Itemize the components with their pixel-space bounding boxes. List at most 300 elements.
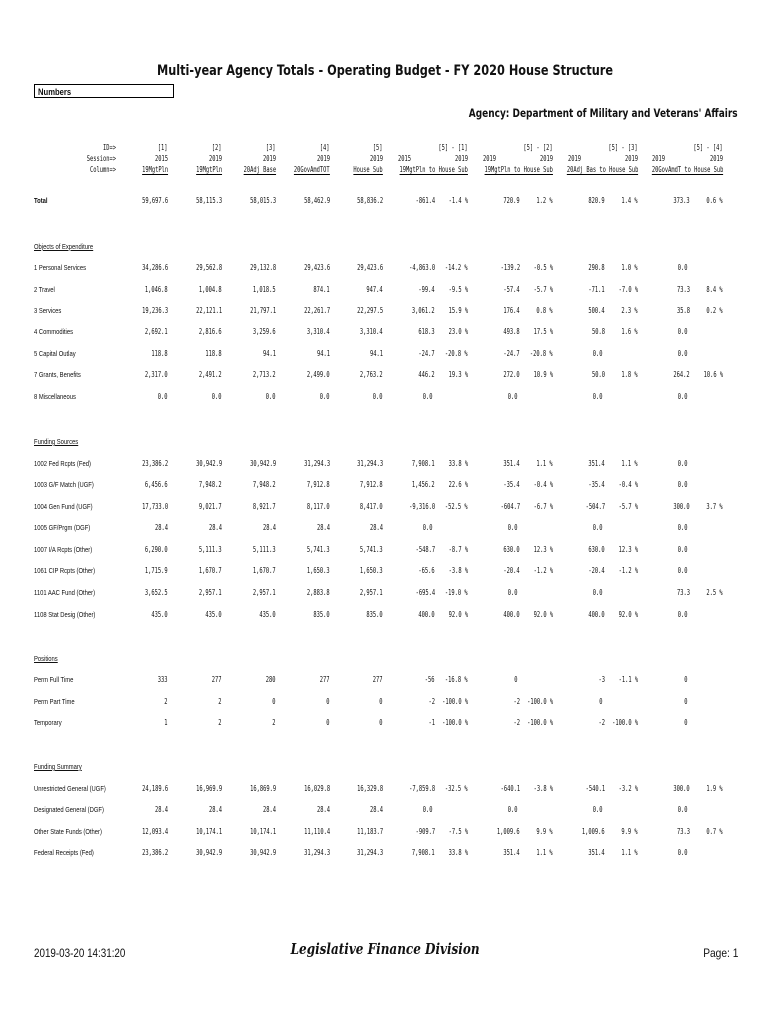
diff-value: 351.4	[588, 848, 605, 857]
diff-value: 176.4	[503, 306, 520, 315]
cell-value: 0	[272, 697, 276, 706]
cell-value: 435.0	[151, 610, 168, 619]
cell-value: 29,132.8	[249, 263, 276, 272]
diff-value: 400.0	[418, 610, 435, 619]
diff-value: -3	[598, 675, 605, 684]
row-label: 2 Travel	[34, 285, 55, 294]
diff-value: -24.7	[503, 349, 520, 358]
cell-value: 1,715.9	[145, 566, 168, 575]
cell-value: 58,015.3	[249, 196, 276, 205]
diff-percent: -7.0 %	[618, 285, 638, 294]
diff-percent: -3.8 %	[448, 566, 468, 575]
column-name	[196, 165, 222, 175]
page-number: Page: 1	[702, 946, 738, 960]
cell-value: 0	[326, 718, 330, 727]
cell-value: 1	[164, 718, 168, 727]
diff-value: 73.3	[676, 588, 690, 597]
cell-value: 280	[266, 675, 276, 684]
cell-value: 1,004.8	[199, 285, 222, 294]
diff-value: 3,061.2	[412, 306, 435, 315]
column-name	[354, 165, 383, 175]
cell-value: 28.4	[369, 805, 383, 814]
cell-value: 277	[212, 675, 222, 684]
section-heading: Positions	[34, 654, 58, 663]
column-session-start: 2019	[652, 154, 666, 163]
diff-value: 0	[514, 675, 518, 684]
cell-value: 6,290.0	[145, 545, 168, 554]
cell-value: 5,111.3	[253, 545, 276, 554]
diff-value: 630.0	[588, 545, 605, 554]
cell-value: 2,763.2	[360, 370, 383, 379]
cell-value: 2	[218, 697, 222, 706]
diff-value: -2	[428, 697, 435, 706]
diff-value: 0.0	[508, 392, 518, 401]
diff-value: -548.7	[415, 545, 435, 554]
cell-value: 29,423.6	[356, 263, 383, 272]
section-heading: Funding Summary	[34, 762, 82, 771]
cell-value: 8,117.0	[307, 502, 330, 511]
diff-value: 446.2	[418, 370, 435, 379]
column-name	[485, 165, 553, 175]
diff-percent: 23.0 %	[448, 327, 468, 336]
cell-value: 59,697.6	[141, 196, 168, 205]
diff-percent: 10.9 %	[533, 370, 553, 379]
diff-value: -504.7	[585, 502, 605, 511]
cell-value: 28.4	[154, 805, 168, 814]
diff-value: 0.0	[678, 545, 688, 554]
column-session: 2015	[154, 154, 168, 163]
column-id: [5] - [1]	[438, 143, 468, 152]
diff-value: 820.9	[588, 196, 605, 205]
row-label: 4 Commodities	[34, 327, 74, 336]
column-id: [4]	[320, 143, 330, 152]
row-label: 1108 Stat Desig (Other)	[34, 610, 96, 619]
timestamp: 2019-03-20 14:31:20	[34, 946, 126, 960]
cell-value: 1,650.3	[360, 566, 383, 575]
column-name-text: 20GovAmdTOT	[294, 165, 330, 174]
diff-value: 0.0	[678, 392, 688, 401]
cell-value: 94.1	[369, 349, 383, 358]
cell-value: 17,733.0	[141, 502, 168, 511]
cell-value: 28.4	[208, 805, 222, 814]
cell-value: 3,310.4	[360, 327, 383, 336]
diff-value: 0.0	[678, 327, 688, 336]
column-name-text: 19MgtPln	[141, 165, 168, 174]
diff-percent: -3.8 %	[533, 784, 553, 793]
diff-percent: -8.7 %	[448, 545, 468, 554]
diff-percent: 22.6 %	[448, 480, 468, 489]
cell-value: 22,121.1	[195, 306, 222, 315]
cell-value: 118.8	[205, 349, 222, 358]
cell-value: 94.1	[316, 349, 330, 358]
cell-value: 29,562.8	[195, 263, 222, 272]
cell-value: 30,942.9	[249, 848, 276, 857]
cell-value: 30,942.9	[249, 459, 276, 468]
cell-value: 12,093.4	[141, 827, 168, 836]
diff-value: 0.0	[678, 263, 688, 272]
cell-value: 16,029.8	[303, 784, 330, 793]
diff-percent: 92.0 %	[448, 610, 468, 619]
diff-percent: -20.8 %	[445, 349, 468, 358]
diff-value: 0.0	[678, 848, 688, 857]
column-name-text: 20Adj Bas to House Sub	[566, 165, 638, 174]
diff-value: -24.7	[418, 349, 435, 358]
cell-value: 31,294.3	[356, 459, 383, 468]
diff-value: 0.0	[678, 459, 688, 468]
cell-value: 23,386.2	[141, 848, 168, 857]
row-label: 7 Grants, Benefits	[34, 370, 81, 379]
column-session: 2019	[709, 154, 723, 163]
diff-value: 351.4	[588, 459, 605, 468]
cell-value: 2,883.8	[307, 588, 330, 597]
diff-percent: 12.3 %	[618, 545, 638, 554]
column-name	[651, 165, 723, 175]
cell-value: 28.4	[316, 523, 330, 532]
cell-value: 0	[379, 697, 383, 706]
cell-value: 835.0	[313, 610, 330, 619]
cell-value: 3,310.4	[307, 327, 330, 336]
diff-percent: -20.8 %	[530, 349, 553, 358]
cell-value: 2,692.1	[145, 327, 168, 336]
cell-value: 23,386.2	[141, 459, 168, 468]
row-label: 1002 Fed Rcpts (Fed)	[34, 459, 91, 468]
diff-value: -20.4	[588, 566, 605, 575]
diff-percent: 33.8 %	[448, 848, 468, 857]
diff-value: 272.0	[503, 370, 520, 379]
column-label: Column=>	[89, 165, 116, 174]
diff-value: -71.1	[588, 285, 605, 294]
diff-percent: -100.0 %	[526, 718, 553, 727]
column-session: 2019	[454, 154, 468, 163]
diff-percent: 12.3 %	[533, 545, 553, 554]
column-id: [5] - [2]	[523, 143, 553, 152]
diff-percent: 1.2 %	[536, 196, 553, 205]
cell-value: 2,816.6	[199, 327, 222, 336]
cell-value: 5,111.3	[199, 545, 222, 554]
diff-value: 300.0	[673, 784, 690, 793]
diff-percent: 0.6 %	[706, 196, 723, 205]
diff-percent: -7.5 %	[448, 827, 468, 836]
diff-value: 0.0	[423, 805, 433, 814]
diff-value: -2	[598, 718, 605, 727]
cell-value: 277	[373, 675, 383, 684]
row-label: Other State Funds (Other)	[34, 827, 102, 836]
cell-value: 94.1	[262, 349, 276, 358]
diff-value: 0.0	[593, 523, 603, 532]
diff-percent: 17.5 %	[533, 327, 553, 336]
column-session-start: 2019	[483, 154, 497, 163]
diff-percent: 1.9 %	[706, 784, 723, 793]
row-label: Federal Receipts (Fed)	[34, 848, 94, 857]
diff-percent: -32.5 %	[445, 784, 468, 793]
cell-value: 2,491.2	[199, 370, 222, 379]
cell-value: 435.0	[205, 610, 222, 619]
division-name: Legislative Finance Division	[290, 940, 480, 958]
column-id: [5]	[373, 143, 383, 152]
diff-value: 300.0	[673, 502, 690, 511]
diff-percent: 33.8 %	[448, 459, 468, 468]
row-label: Designated General (DGF)	[34, 805, 104, 814]
column-session: 2019	[539, 154, 553, 163]
cell-value: 2,499.0	[307, 370, 330, 379]
cell-value: 0.0	[373, 392, 383, 401]
cell-value: 10,174.1	[249, 827, 276, 836]
diff-value: 0.0	[678, 480, 688, 489]
diff-percent: -1.1 %	[618, 675, 638, 684]
diff-value: -604.7	[500, 502, 520, 511]
diff-value: 400.0	[503, 610, 520, 619]
diff-value: 0.0	[423, 392, 433, 401]
cell-value: 7,948.2	[253, 480, 276, 489]
diff-percent: -3.2 %	[618, 784, 638, 793]
diff-value: 290.8	[588, 263, 605, 272]
cell-value: 435.0	[259, 610, 276, 619]
cell-value: 1,670.7	[253, 566, 276, 575]
diff-percent: 0.7 %	[706, 827, 723, 836]
numbers-box	[34, 84, 174, 98]
diff-percent: 1.4 %	[621, 196, 638, 205]
diff-value: 1,456.2	[412, 480, 435, 489]
cell-value: 16,329.8	[356, 784, 383, 793]
row-label: 1 Personal Services	[34, 263, 87, 272]
diff-value: 351.4	[503, 848, 520, 857]
row-label: 1005 GF/Prgm (DGF)	[34, 523, 91, 532]
cell-value: 8,417.0	[360, 502, 383, 511]
cell-value: 28.4	[262, 523, 276, 532]
column-id: [3]	[266, 143, 276, 152]
diff-percent: 9.9 %	[536, 827, 553, 836]
column-name-text: 20GovAmdT to House Sub	[651, 165, 723, 174]
cell-value: 0	[379, 718, 383, 727]
cell-value: 3,259.6	[253, 327, 276, 336]
cell-value: 7,912.8	[307, 480, 330, 489]
diff-percent: -100.0 %	[441, 697, 468, 706]
diff-value: -99.4	[418, 285, 435, 294]
cell-value: 7,912.8	[360, 480, 383, 489]
diff-value: 373.3	[673, 196, 690, 205]
diff-value: 351.4	[503, 459, 520, 468]
cell-value: 2,317.0	[145, 370, 168, 379]
column-name	[566, 165, 638, 175]
numbers-label: Numbers	[38, 87, 72, 97]
diff-value: -4,863.0	[408, 263, 435, 272]
cell-value: 16,969.9	[195, 784, 222, 793]
column-name-text: 19MgtPln	[195, 165, 222, 174]
cell-value: 6,456.6	[145, 480, 168, 489]
cell-value: 29,423.6	[303, 263, 330, 272]
cell-value: 5,741.3	[307, 545, 330, 554]
row-label: 8 Miscellaneous	[34, 392, 76, 401]
diff-value: 50.0	[591, 370, 605, 379]
diff-percent: -5.7 %	[618, 502, 638, 511]
cell-value: 9,021.7	[199, 502, 222, 511]
cell-value: 835.0	[366, 610, 383, 619]
cell-value: 58,836.2	[356, 196, 383, 205]
cell-value: 7,948.2	[199, 480, 222, 489]
diff-percent: -1.4 %	[448, 196, 468, 205]
column-name-text: 20Adj Base	[243, 165, 276, 174]
row-label: 5 Capital Outlay	[34, 349, 76, 358]
diff-percent: -0.5 %	[533, 263, 553, 272]
diff-value: -35.4	[503, 480, 520, 489]
diff-percent: -100.0 %	[611, 718, 638, 727]
column-name	[294, 165, 330, 175]
diff-percent: 15.9 %	[448, 306, 468, 315]
diff-value: -2	[513, 697, 520, 706]
diff-percent: -6.7 %	[533, 502, 553, 511]
row-label: 3 Services	[34, 306, 62, 315]
diff-value: -20.4	[503, 566, 520, 575]
diff-value: 400.0	[588, 610, 605, 619]
cell-value: 1,018.5	[253, 285, 276, 294]
diff-value: 73.3	[676, 285, 690, 294]
column-id: [2]	[212, 143, 222, 152]
cell-value: 58,115.3	[195, 196, 222, 205]
diff-value: -1	[428, 718, 435, 727]
diff-percent: 1.1 %	[536, 848, 553, 857]
diff-value: 0.0	[423, 523, 433, 532]
cell-value: 30,942.9	[195, 848, 222, 857]
diff-value: 0.0	[593, 588, 603, 597]
diff-value: -640.1	[500, 784, 520, 793]
cell-value: 2	[218, 718, 222, 727]
session-label: Session=>	[86, 154, 116, 163]
cell-value: 28.4	[154, 523, 168, 532]
diff-value: 618.3	[418, 327, 435, 336]
agency-name: Agency: Department of Military and Veterans' Affairs	[469, 106, 738, 120]
cell-value: 277	[320, 675, 330, 684]
column-session: 2019	[316, 154, 330, 163]
column-id: [5] - [4]	[693, 143, 723, 152]
cell-value: 24,189.6	[141, 784, 168, 793]
column-name	[142, 165, 168, 175]
column-session: 2019	[262, 154, 276, 163]
cell-value: 1,650.3	[307, 566, 330, 575]
diff-value: 0	[599, 697, 603, 706]
diff-percent: 2.5 %	[706, 588, 723, 597]
cell-value: 34,286.6	[141, 263, 168, 272]
division-signature	[0, 940, 770, 958]
diff-value: 50.8	[591, 327, 605, 336]
diff-value: 0	[684, 697, 688, 706]
cell-value: 1,670.7	[199, 566, 222, 575]
cell-value: 30,942.9	[195, 459, 222, 468]
cell-value: 16,869.9	[249, 784, 276, 793]
diff-percent: -0.4 %	[533, 480, 553, 489]
cell-value: 3,652.5	[145, 588, 168, 597]
diff-percent: 0.2 %	[706, 306, 723, 315]
cell-value: 58,462.9	[303, 196, 330, 205]
diff-value: -65.6	[418, 566, 435, 575]
cell-value: 2	[272, 718, 276, 727]
diff-value: 0.0	[678, 349, 688, 358]
column-session: 2019	[624, 154, 638, 163]
diff-percent: -1.2 %	[533, 566, 553, 575]
cell-value: 11,110.4	[303, 827, 330, 836]
diff-value: 0.0	[508, 805, 518, 814]
diff-value: -861.4	[415, 196, 435, 205]
row-label: 1004 Gen Fund (UGF)	[34, 502, 93, 511]
diff-percent: 1.1 %	[621, 848, 638, 857]
cell-value: 333	[158, 675, 168, 684]
cell-value: 2,957.1	[253, 588, 276, 597]
cell-value: 28.4	[316, 805, 330, 814]
diff-percent: -14.2 %	[445, 263, 468, 272]
diff-percent: 1.0 %	[621, 263, 638, 272]
diff-percent: -100.0 %	[441, 718, 468, 727]
cell-value: 8,921.7	[253, 502, 276, 511]
diff-value: 0.0	[678, 566, 688, 575]
column-session-start: 2015	[398, 154, 412, 163]
diff-percent: 1.8 %	[621, 370, 638, 379]
cell-value: 31,294.3	[356, 848, 383, 857]
diff-percent: 8.4 %	[706, 285, 723, 294]
diff-value: 0.0	[508, 588, 518, 597]
row-label: 1061 CIP Rcpts (Other)	[34, 566, 96, 575]
cell-value: 947.4	[366, 285, 383, 294]
cell-value: 0.0	[266, 392, 276, 401]
row-label: 1007 I/A Rcpts (Other)	[34, 545, 93, 554]
cell-value: 2,957.1	[360, 588, 383, 597]
diff-value: 500.4	[588, 306, 605, 315]
column-name	[400, 165, 468, 175]
report-title: Multi-year Agency Totals - Operating Budget - FY 2020 House Structure	[156, 63, 614, 79]
cell-value: 28.4	[369, 523, 383, 532]
diff-value: 73.3	[676, 827, 690, 836]
diff-percent: -16.8 %	[445, 675, 468, 684]
column-name-text: 19MgtPln to House Sub	[484, 165, 553, 174]
cell-value: 19,236.3	[141, 306, 168, 315]
column-session-start: 2019	[568, 154, 582, 163]
row-label: 1003 G/F Match (UGF)	[34, 480, 94, 489]
diff-value: 0.0	[678, 523, 688, 532]
diff-percent: 1.1 %	[536, 459, 553, 468]
diff-value: 493.8	[503, 327, 520, 336]
diff-value: -540.1	[585, 784, 605, 793]
diff-value: 0.0	[508, 523, 518, 532]
cell-value: 0.0	[320, 392, 330, 401]
row-label: Total	[34, 196, 48, 205]
diff-percent: 1.1 %	[621, 459, 638, 468]
cell-value: 11,183.7	[356, 827, 383, 836]
row-label: Perm Full Time	[34, 675, 74, 684]
cell-value: 31,294.3	[303, 459, 330, 468]
diff-percent: -1.2 %	[618, 566, 638, 575]
row-label: 1101 AAC Fund (Other)	[34, 588, 96, 597]
cell-value: 5,741.3	[360, 545, 383, 554]
diff-value: 0.0	[678, 610, 688, 619]
diff-value: 0.0	[593, 349, 603, 358]
cell-value: 0.0	[212, 392, 222, 401]
diff-percent: 3.7 %	[706, 502, 723, 511]
diff-value: 0	[684, 675, 688, 684]
diff-value: 0.0	[593, 805, 603, 814]
diff-value: 720.9	[503, 196, 520, 205]
diff-value: -56	[425, 675, 435, 684]
diff-value: -695.4	[415, 588, 435, 597]
cell-value: 2,713.2	[253, 370, 276, 379]
column-name-text: House Sub	[353, 165, 383, 174]
cell-value: 10,174.1	[195, 827, 222, 836]
diff-percent: 19.3 %	[448, 370, 468, 379]
diff-value: -9,316.0	[408, 502, 435, 511]
diff-value: -57.4	[503, 285, 520, 294]
diff-value: -35.4	[588, 480, 605, 489]
column-session: 2019	[369, 154, 383, 163]
diff-percent: -19.0 %	[445, 588, 468, 597]
diff-value: 0	[684, 718, 688, 727]
diff-percent: -9.5 %	[448, 285, 468, 294]
